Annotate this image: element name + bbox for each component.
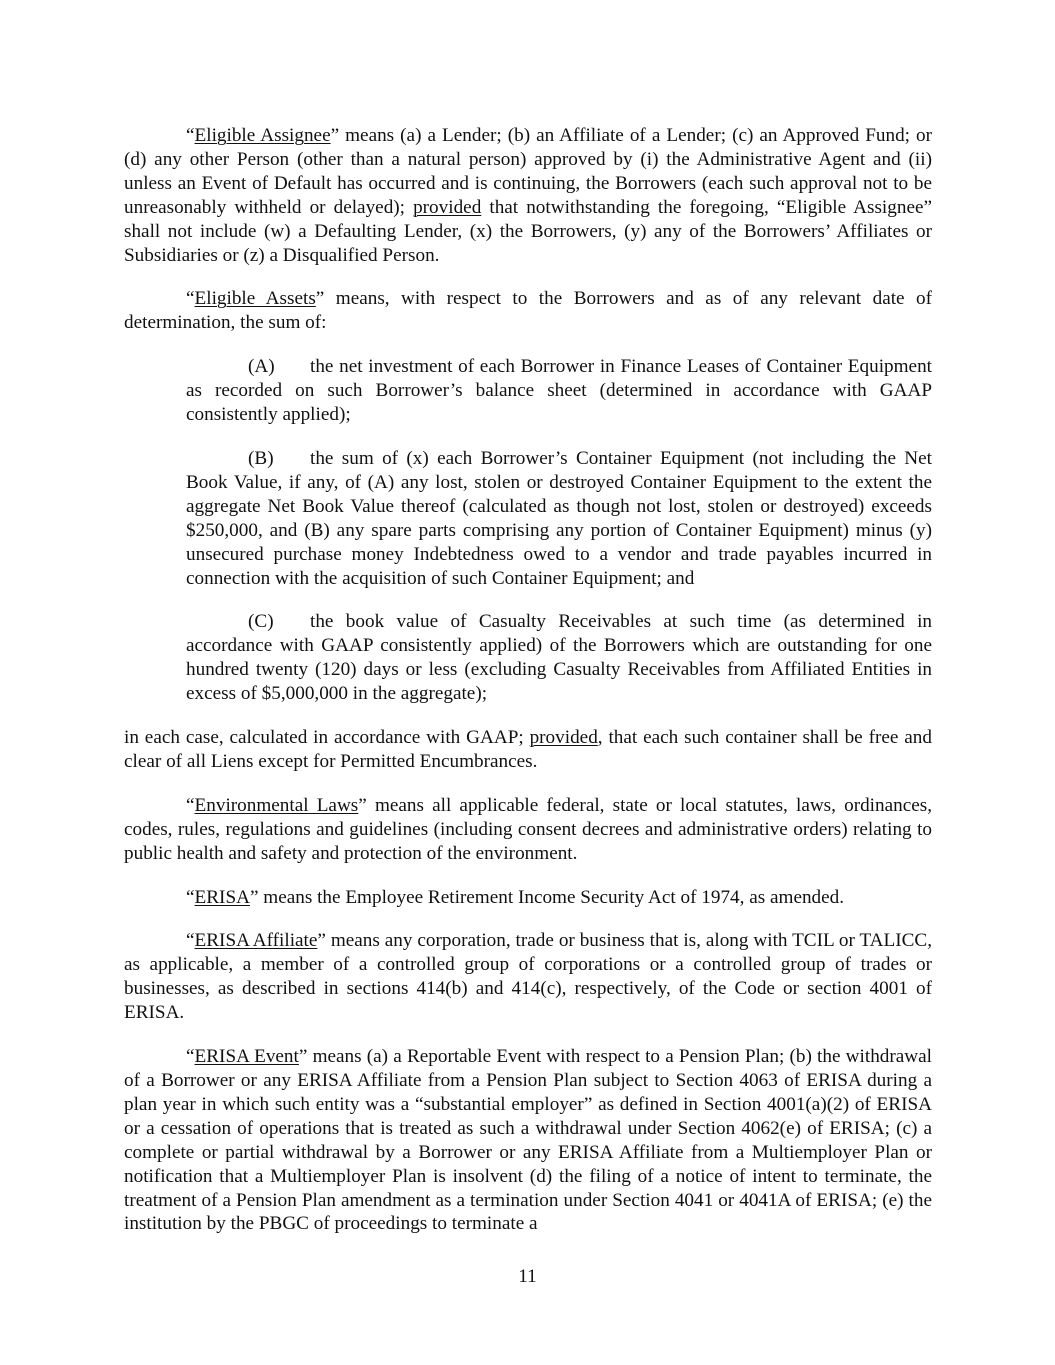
- definition-text: that notwithstanding the foregoing, “Eligible Assignee” shall not include (w) a Defaulting Lender, (x) the Borrowers, (y) any of the Borrowers’ Affiliates or Subsidiaries or (z) a Disqualified Person.: [124, 196, 932, 266]
- defined-term: ERISA Affiliate: [194, 930, 318, 952]
- definition-erisa-event: [124, 1045, 932, 1236]
- item-label: (C): [248, 611, 274, 633]
- defined-term: Environmental Laws: [194, 794, 359, 816]
- open-quote: “: [186, 930, 195, 952]
- document-page: [124, 124, 932, 1256]
- item-text: the net investment of each Borrower in Finance Leases of Container Equipment as recorded on such Borrower’s balance sheet (determined in accordance with GAAP consistently applied);: [186, 356, 932, 426]
- item-text: the book value of Casualty Receivables at such time (as determined in accordance with GAAP consistently applied) of the Borrowers which are outstanding for one hundred twenty (120) days or less (excluding Casualty Receivables from Affiliated Entities in excess of $5,000,000 in the aggregate);: [186, 611, 932, 705]
- definition-erisa-affiliate: [124, 929, 932, 1025]
- definition-text: in each case, calculated in accordance with GAAP;: [124, 727, 530, 749]
- definition-continuation: [124, 726, 932, 774]
- page-number: 11: [518, 1266, 537, 1287]
- open-quote: “: [186, 794, 195, 816]
- definition-text: ” means, with respect to the Borrowers and as of any relevant date of determination, the sum of:: [124, 288, 932, 334]
- definition-text: ” means any corporation, trade or business that is, along with TCIL or TALICC, as applicable, a member of a controlled group of corporations or a controlled group of trades or businesses, as described in sections 414(b) and 414(c), respectively, of the Code or section 4001 of ERISA.: [124, 930, 932, 1024]
- definition-erisa: [124, 886, 932, 910]
- list-item: [186, 355, 932, 427]
- definition-text: ” means all applicable federal, state or local statutes, laws, ordinances, codes, rules, regulations and guidelines (including consent decrees and administrative orders) relating to public health and safety and protection of the environment.: [124, 794, 933, 864]
- list-item: [186, 447, 932, 590]
- defined-term: Eligible Assets: [194, 288, 316, 310]
- open-quote: “: [186, 886, 195, 908]
- definition-text: ” means (a) a Reportable Event with respect to a Pension Plan; (b) the withdrawal of a Borrower or any ERISA Affiliate from a Pension Plan subject to Section 4063 of ERISA during a plan year in which such entity was a “substantial employer” as defined in Section 4001(a)(2) of ERISA or a cessation of operations that is treated as such a withdrawal under Section 4062(e) of ERISA; (c) a complete or partial withdrawal by a Borrower or any ERISA Affiliate from a Multiemployer Plan or notification that a Multiemployer Plan is insolvent (d) the filing of a notice of intent to terminate, the treatment of a Pension Plan amendment as a termination under Section 4041 or 4041A of ERISA; (e) the institution by the PBGC of proceedings to terminate a: [124, 1046, 932, 1235]
- item-label: (B): [248, 447, 274, 469]
- defined-term: Eligible Assignee: [194, 125, 331, 146]
- definition-environmental-laws: [124, 794, 932, 866]
- item-text: the sum of (x) each Borrower’s Container Equipment (not including the Net Book Value, if any, of (A) any lost, stolen or destroyed Container Equipment to the extent the aggregate Net Book Value thereof (calculated as though not lost, stolen or destroyed) exceeds $250,000, and (B) any spare parts comprising any portion of Container Equipment) minus (y) unsecured purchase money Indebtedness owed to a vendor and trade payables incurred in connection with the acquisition of such Container Equipment; and: [186, 447, 932, 589]
- proviso-word: provided: [529, 727, 598, 749]
- list-item: [186, 610, 932, 706]
- item-label: (A): [248, 356, 275, 378]
- open-quote: “: [186, 125, 195, 146]
- definition-text: , that each such container shall be free and clear of all Liens except for Permitted Encumbrances.: [124, 727, 932, 772]
- open-quote: “: [186, 288, 195, 310]
- defined-term: ERISA Event: [194, 1046, 299, 1068]
- definition-eligible-assignee: [124, 124, 932, 267]
- defined-term: ERISA: [194, 886, 250, 908]
- definition-text: ” means (a) a Lender; (b) an Affiliate of a Lender; (c) an Approved Fund; or (d) any other Person (other than a natural person) approved by (i) the Administrative Agent and (ii) unless an Event of Default has occurred and is continuing, the Borrowers (each such approval not to be unreasonably withheld or delayed);: [124, 125, 932, 218]
- proviso-word: provided: [413, 196, 482, 218]
- definition-eligible-assets: [124, 287, 932, 335]
- open-quote: “: [186, 1046, 195, 1068]
- definition-text: ” means the Employee Retirement Income Security Act of 1974, as amended.: [249, 886, 845, 908]
